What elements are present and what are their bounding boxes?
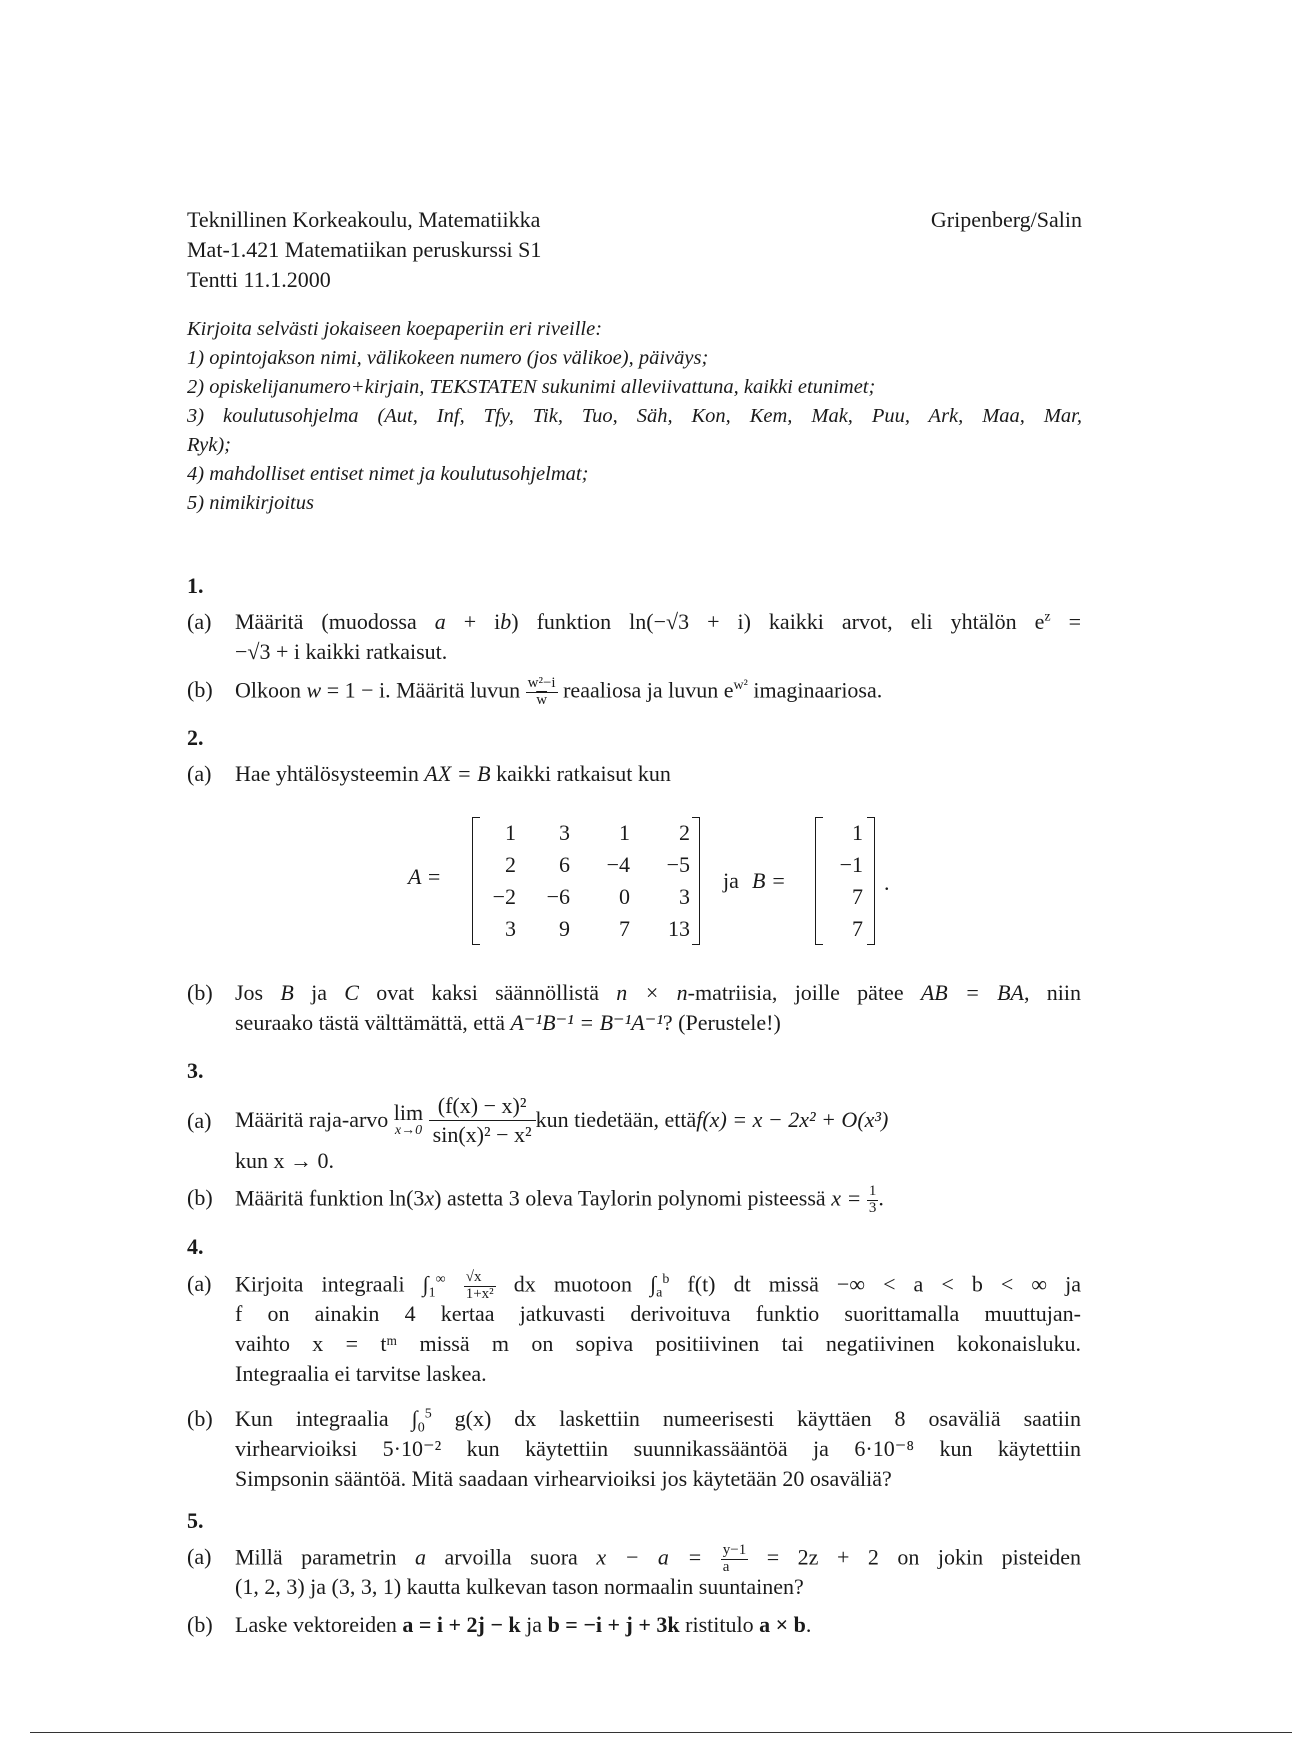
part-label: (b): [187, 677, 213, 702]
q3a-line-2: kun x → 0.: [235, 1148, 334, 1173]
matrix-a-cell: 2: [505, 852, 516, 877]
part-label: (b): [187, 1406, 213, 1431]
question-2a: [187, 760, 1082, 792]
question-1b: [187, 676, 1082, 710]
matrix-equation: [400, 817, 900, 945]
instruction-line: Ryk);: [187, 434, 232, 456]
question-5b: [187, 1611, 1082, 1643]
q5a-line-1: Millä parametrin a arvoilla suora x − a = $\frac{y-1}{a}$ = 2z + 2 on jokin pisteiden: [235, 1542, 1082, 1575]
matrix-a-cell: 1: [505, 820, 516, 845]
q4a-line-1: Kirjoita integraali $\int_1^\infty$ $\frac{√x}{\text{1+x²}}$ dx muotoon $\int_a^b$ f(t) dt missä −∞ < a < b < ∞ ja: [235, 1269, 1082, 1302]
matrix-a-cell: 13: [668, 916, 690, 941]
instruction-line: 4) mahdolliset entiset nimet ja koulutusohjelmat;: [187, 463, 589, 485]
matrix-b: [815, 817, 877, 945]
instruction-line: 1) opintojakson nimi, välikokeen numero (jos välikoe), päiväys;: [187, 347, 709, 369]
matrix-a-cell: 3: [559, 820, 570, 845]
question-2b: [187, 979, 1082, 1041]
matrix-a-cell: 6: [559, 852, 570, 877]
institution: Teknillinen Korkeakoulu, Matematiikka: [187, 207, 541, 232]
ja-text: ja: [723, 868, 739, 893]
q4b-line-1: Kun integraalia $\int_0^5$ g(x) dx laskettiin numeerisesti käyttäen 8 osaväliä saatiin: [235, 1406, 1082, 1436]
matrix-a-cell: 9: [559, 916, 570, 941]
matrix-a-cell: 1: [619, 820, 630, 845]
limit: lim x→0: [393, 1100, 424, 1138]
q1b-fraction: $\frac{\text{w²−i}}{w}$: [527, 675, 556, 708]
q1a-line-2: −√3 + i kaikki ratkaisut.: [235, 639, 448, 664]
question-3b: [187, 1184, 1082, 1218]
question-5-number: 5.: [187, 1508, 204, 1533]
instructions: [187, 316, 1082, 519]
q2a-line-1: Hae yhtälösysteemin AX = B kaikki ratkaisut kun: [235, 761, 671, 786]
q3b-fraction: $\frac{1}{3}$: [868, 1183, 877, 1216]
part-label: (b): [187, 1612, 213, 1637]
course-title: Mat-1.421 Matematiikan peruskurssi S1: [187, 237, 542, 262]
q4a-line-3: vaihto x = tᵐ missä m on sopiva positiivinen tai negatiivinen kokonaisluku.: [235, 1331, 1081, 1356]
bottom-rule: [30, 1732, 1292, 1733]
q4b-line-3: Simpsonin sääntöä. Mitä saadaan virhearvioiksi jos käytetään 20 osaväliä?: [235, 1466, 892, 1491]
part-label: (a): [187, 761, 212, 786]
q5a-fraction: $\frac{y-1}{a}$: [722, 1542, 747, 1575]
part-label: (a): [187, 1108, 212, 1133]
authors: Gripenberg/Salin: [930, 207, 1082, 232]
matrix-a-cell: 3: [679, 884, 690, 909]
matrix-a-cell: −6: [546, 884, 570, 909]
matrix-a: [472, 817, 702, 945]
matrix-period: .: [884, 870, 890, 895]
q3a-line-1: Määritä raja-arvo lim x→0 $\frac{\text{(f(x) − x)²}}{\text{sin(x)² − x²}}$ kun tiedetään, että f(x) = x − 2x² + O(x³): [235, 1093, 889, 1147]
question-5a: [187, 1543, 1082, 1605]
question-3-number: 3.: [187, 1058, 204, 1083]
matrix-a-cell: 0: [619, 884, 630, 909]
q5b-line-1: Laske vektoreiden a = i + 2j − k ja b = −i + j + 3k ristitulo a × b.: [235, 1612, 812, 1637]
question-4b: [187, 1405, 1082, 1501]
matrix-a-cell: −5: [666, 852, 690, 877]
question-4-number: 4.: [187, 1234, 204, 1259]
matrix-a-label: A =: [408, 864, 442, 889]
question-2-number: 2.: [187, 725, 204, 750]
instruction-line: 5) nimikirjoitus: [187, 492, 314, 514]
part-label: (a): [187, 609, 212, 634]
matrix-a-cell: 7: [619, 916, 630, 941]
q4a-fraction: $\frac{√x}{\text{1+x²}}$: [465, 1269, 494, 1302]
matrix-a-cell: −2: [492, 884, 516, 909]
matrix-b-cell: −1: [839, 852, 863, 877]
matrix-a-cell: −4: [606, 852, 630, 877]
question-1-number: 1.: [187, 573, 204, 598]
q1b-line-1: Olkoon w = 1 − i. Määritä luvun $\frac{\text{w²−i}}{w}$ reaaliosa ja luvun $e^{w^2}$ imaginaariosa.: [235, 675, 883, 708]
matrix-b-cell: 1: [852, 820, 863, 845]
q2b-line-1: Jos B ja C ovat kaksi säännöllistä n × n-matriisia, joille pätee AB = BA, niin: [235, 980, 1081, 1005]
part-label: (b): [187, 1185, 213, 1210]
matrix-b-cell: 7: [852, 916, 863, 941]
part-label: (b): [187, 980, 213, 1005]
q4b-line-2: virhearvioiksi 5·10⁻² kun käytettiin suunnikassääntöä ja 6·10⁻⁸ kun käytettiin: [235, 1436, 1081, 1461]
question-4a: [187, 1270, 1082, 1396]
instruction-line: 2) opiskelijanumero+kirjain, TEKSTATEN sukunimi alleviivattuna, kaikki etunimet;: [187, 376, 876, 398]
instruction-line: Kirjoita selvästi jokaiseen koepaperiin eri riveille:: [187, 318, 603, 340]
instruction-line: 3) koulutusohjelma (Aut, Inf, Tfy, Tik, Tuo, Säh, Kon, Kem, Mak, Puu, Ark, Maa, Mar,: [187, 405, 1082, 427]
matrix-a-cell: 3: [505, 916, 516, 941]
q4a-line-4: Integraalia ei tarvitse laskea.: [235, 1361, 487, 1386]
matrix-b-label: B =: [752, 868, 786, 893]
document-header: [187, 206, 1082, 296]
part-label: (a): [187, 1271, 212, 1296]
q3b-line-1: Määritä funktion ln(3x) astetta 3 oleva Taylorin polynomi pisteessä x = $\frac{1}{3}$ .: [235, 1183, 884, 1216]
question-3a: [187, 1093, 1082, 1173]
q4a-line-2: f on ainakin 4 kertaa jatkuvasti derivoituva funktio suorittamalla muuttujan-: [235, 1301, 1081, 1326]
matrix-b-cell: 7: [852, 884, 863, 909]
q5a-line-2: (1, 2, 3) ja (3, 3, 1) kautta kulkevan tason normaalin suuntainen?: [235, 1574, 804, 1599]
part-label: (a): [187, 1544, 212, 1569]
matrix-a-cell: 2: [679, 820, 690, 845]
q2b-line-2: seuraako tästä välttämättä, että A⁻¹B⁻¹ = B⁻¹A⁻¹? (Perustele!): [235, 1010, 781, 1035]
q1a-line-1: Määritä (muodossa a + ib) funktion ln(−√3 + i) kaikki arvot, eli yhtälön $e^z$ =: [235, 609, 1082, 634]
question-1a: [187, 608, 1082, 668]
q3a-fraction: $\frac{\text{(f(x) − x)²}}{\text{sin(x)² − x²}}$: [429, 1092, 536, 1148]
exam-date: Tentti 11.1.2000: [187, 267, 331, 292]
